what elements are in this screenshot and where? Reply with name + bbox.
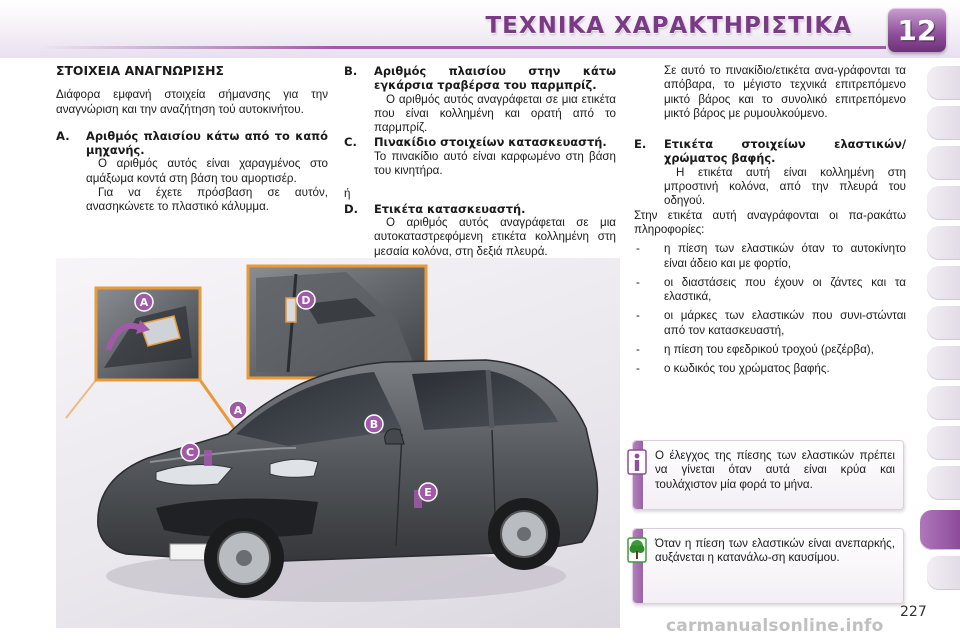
- item-body: Για να έχετε πρόσβαση σε αυτόν, ανασηκώνετε το πλαστικό κάλυμμα.: [86, 186, 328, 214]
- item-body: Ο αριθμός αυτός αναγράφεται σε μια ετικέτα που είναι κολλημένη και ορατή από το παρμπρίζ.: [374, 92, 616, 135]
- callout-marker: [365, 415, 383, 433]
- column-1: [56, 64, 328, 215]
- chapter-badge[interactable]: 12: [888, 8, 946, 52]
- svg-text:A: A: [139, 296, 149, 309]
- callout-marker: [419, 483, 437, 501]
- item-title: Αριθμός πλαισίου στην κάτω εγκάρσια τραβέρσα του παρμπρίζ.: [374, 64, 616, 93]
- chapter-tab[interactable]: [927, 106, 960, 140]
- svg-text:E: E: [424, 486, 432, 499]
- item-body: Η ετικέτα αυτή είναι κολλημένη στη μπροστινή κολόνα, από την πλευρά του οδηγού.: [664, 165, 906, 208]
- chapter-tab[interactable]: [927, 266, 960, 300]
- svg-text:A: A: [233, 404, 243, 417]
- item-body: Ο αριθμός αυτός είναι χαραγμένος στο αμάξωμα κοντά στη βάση του αμορτισέρ.: [86, 157, 328, 185]
- chapter-tab[interactable]: [927, 226, 960, 260]
- headlight: [270, 459, 318, 477]
- item-letter: D.: [344, 201, 359, 216]
- item-body: Ο αριθμός αυτός αναγράφεται σε μια αυτοκαταστρεφόμενη ετικέτα κολλημένη στη μεσαία κολόνα, στη δεξιά πλευρά.: [374, 215, 616, 258]
- item-title: Αριθμός πλαισίου κάτω από το καπό μηχανής.: [86, 128, 328, 158]
- item-e: [634, 137, 906, 208]
- watermark[interactable]: carmanualsonline.info: [666, 616, 884, 636]
- item-letter: B.: [344, 64, 358, 78]
- item-body: Το πινακίδιο αυτό είναι καρφωμένο στη βάση του κινητήρα.: [374, 149, 616, 178]
- item-title: Ετικέτα στοιχείων ελαστικών/ χρώματος βαφής.: [664, 137, 906, 166]
- car-figure: [56, 258, 620, 628]
- svg-text:B: B: [369, 418, 379, 431]
- intro-text: Σε αυτό το πινακίδιο/ετικέτα ανα-γράφονται τα απόβαρα, το μέγιστο τεχνικά επιτρεπόμενο μικτό βάρος και το συνολικό επιτρεπόμενο μικτό βάρος με ρυμουλκούμενο.: [664, 64, 906, 120]
- chapter-tab[interactable]: [927, 466, 960, 500]
- item-letter: E.: [634, 137, 647, 152]
- callout-marker: [229, 401, 247, 419]
- list-item: - ο κωδικός του χρώματος βαφής.: [636, 362, 830, 376]
- item-b: [344, 64, 616, 135]
- chapter-tab[interactable]: [927, 186, 960, 220]
- info-icon: [627, 449, 647, 475]
- chapter-tabs: [927, 66, 960, 586]
- callout-marker: [181, 443, 199, 461]
- item-c: [344, 135, 616, 178]
- note-text: Ο έλεγχος της πίεσης των ελαστικών πρέπει να γίνεται όταν αυτά είναι κρύα και τουλάχιστον μία φορά το μήνα.: [655, 449, 895, 491]
- chapter-tab-active[interactable]: [920, 510, 960, 550]
- item-letter: C.: [344, 135, 357, 150]
- list-item: - οι διαστάσεις που έχουν οι ζάντες και τα ελαστικά,: [636, 275, 906, 304]
- item-title: Ετικέτα κατασκευαστή.: [374, 201, 526, 216]
- list-intro: Στην ετικέτα αυτή αναγράφονται οι πα-ρακάτω πληροφορίες:: [634, 208, 906, 236]
- header-rule: [40, 46, 886, 49]
- item-a: [56, 129, 328, 215]
- note-text: Όταν η πίεση των ελαστικών είναι ανεπαρκής, αυξάνεται η κατανάλω-ση καυσίμου.: [655, 537, 895, 565]
- chapter-tab[interactable]: [927, 306, 960, 340]
- svg-text:D: D: [301, 294, 311, 307]
- chapter-tab[interactable]: [927, 386, 960, 420]
- list-item: - οι μάρκες των ελαστικών που συνι-στώνται από τον κατασκευαστή,: [636, 309, 906, 337]
- note-box-eco: [632, 528, 904, 604]
- page-title: ΤΕΧΝΙΚΑ ΧΑΡΑΚΤΗΡΙΣΤΙΚΑ: [485, 13, 852, 39]
- car-illustration: [56, 258, 620, 628]
- item-title: Πινακίδιο στοιχείων κατασκευαστή.: [374, 135, 607, 150]
- page-number: 227: [900, 604, 927, 620]
- or-text: ή: [344, 187, 351, 201]
- eco-tree-icon: [627, 537, 647, 563]
- column-2: [344, 64, 616, 259]
- item-d: [344, 202, 616, 259]
- callout-marker: [135, 293, 153, 311]
- note-box-info: [632, 440, 904, 510]
- intro-text: Διάφορα εμφανή στοιχεία σήμανσης για την αναγνώριση και την αναζήτηση τού αυτοκινήτου.: [56, 88, 328, 116]
- chapter-tab[interactable]: [927, 556, 960, 590]
- svg-text:C: C: [185, 446, 195, 459]
- chapter-tab[interactable]: [927, 426, 960, 460]
- chapter-tab[interactable]: [927, 146, 960, 180]
- list-item: - η πίεση του εφεδρικού τροχού (ρεζέρβα),: [636, 343, 874, 357]
- chapter-tab[interactable]: [927, 346, 960, 380]
- item-letter: A.: [56, 128, 70, 143]
- chapter-tab[interactable]: [927, 66, 960, 100]
- callout-marker: [297, 291, 315, 309]
- column-3: [634, 64, 906, 377]
- section-title: ΣΤΟΙΧΕΙΑ ΑΝΑΓΝΩΡΙΣΗΣ: [56, 63, 224, 78]
- list-item: - η πίεση των ελαστικών όταν το αυτοκίνητο είναι άδειο και με φορτίο,: [636, 242, 906, 270]
